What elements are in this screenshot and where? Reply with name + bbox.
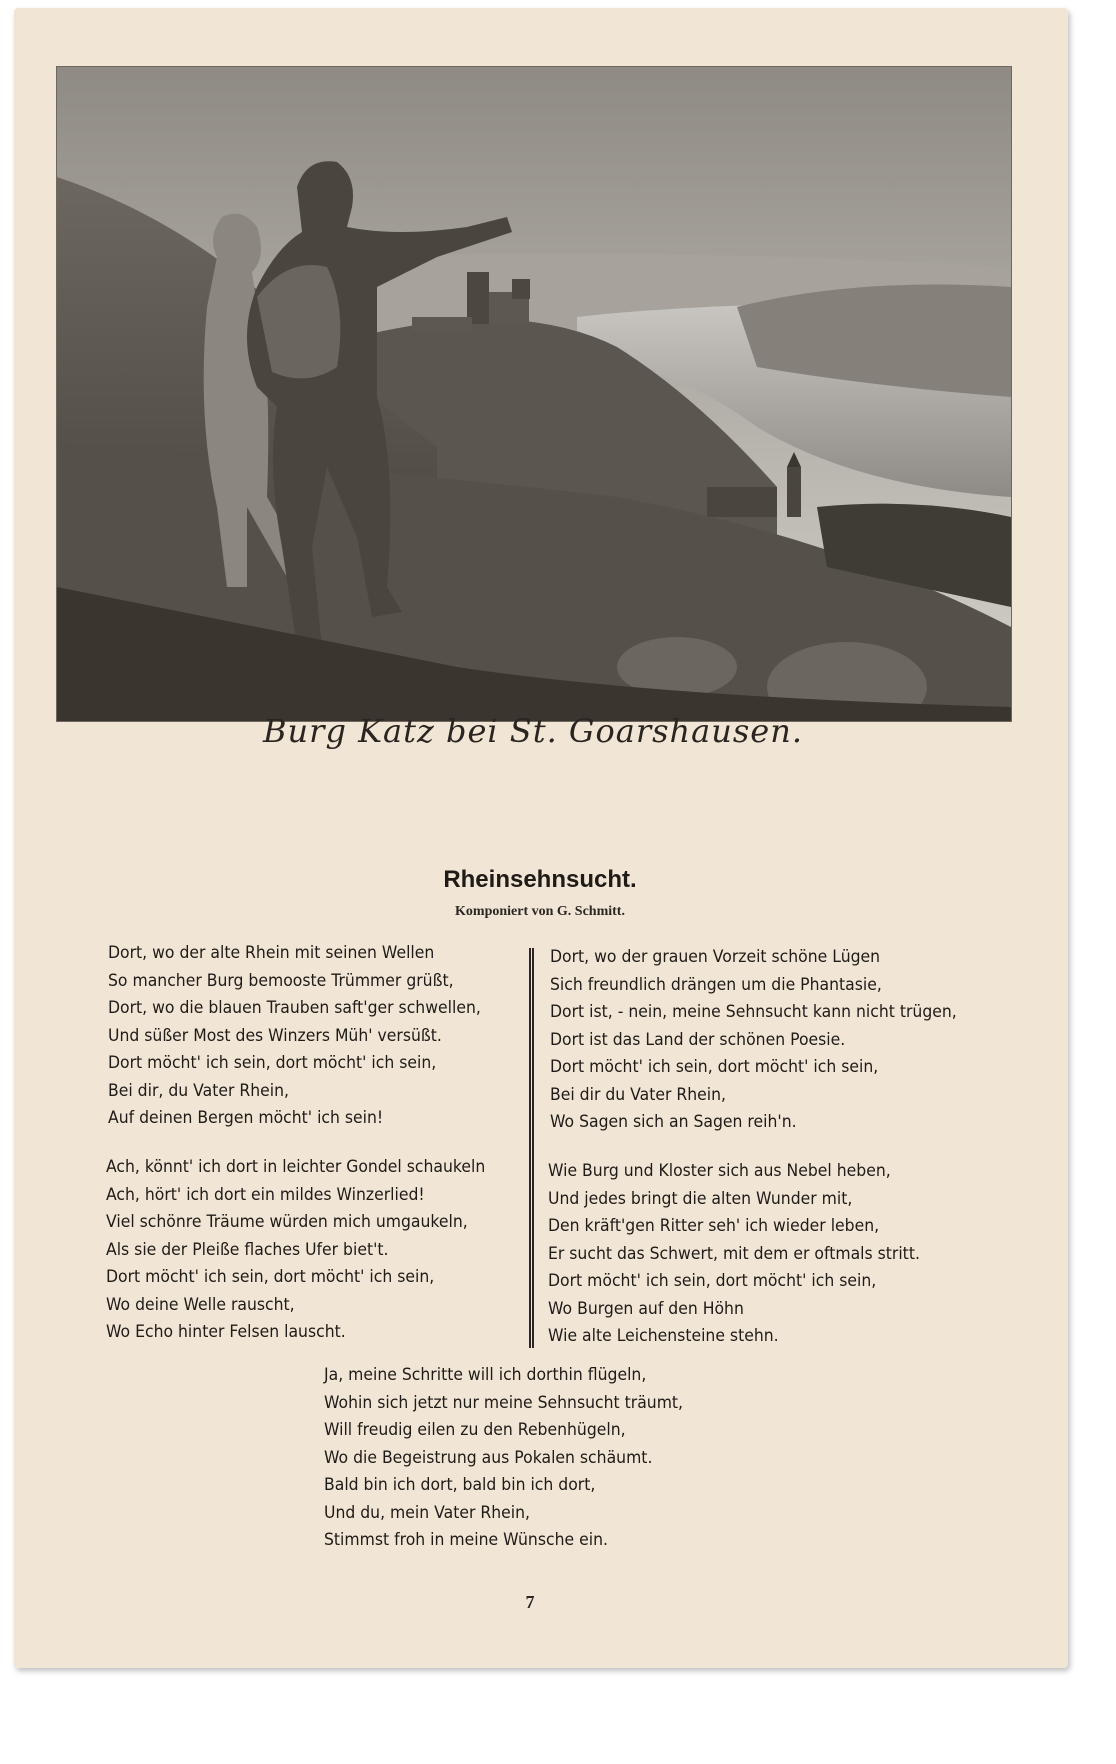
verse-line: Wo Echo hinter Felsen lauscht. [106, 1322, 346, 1342]
final-stanza [324, 1362, 714, 1555]
verse-line: Dort, wo der grauen Vorzeit schöne Lügen [550, 947, 881, 967]
verse-line: Und süßer Most des Winzers Müh' versüßt. [108, 1025, 442, 1046]
right-stanza-1 [550, 944, 992, 1137]
verse-line: Den kräft'gen Ritter seh' ich wieder leben, [548, 1216, 880, 1236]
left-stanza-2 [106, 1154, 518, 1347]
verse-line: Dort ist, - nein, meine Sehnsucht kann nicht trügen, [550, 1002, 957, 1022]
illustration-burg-katz [56, 66, 1012, 722]
verse-line: Wo die Begeistrung aus Pokalen schäumt. [324, 1447, 653, 1468]
verse-line: Und du, mein Vater Rhein, [324, 1502, 530, 1523]
verse-line: Er sucht das Schwert, mit dem er oftmals stritt. [548, 1243, 920, 1264]
verse-line: Als sie der Pleiße flaches Ufer biet't. [106, 1239, 389, 1260]
verse-line: Bei dir, du Vater Rhein, [108, 1080, 289, 1101]
verse-line: Dort möcht' ich sein, dort möcht' ich sein, [550, 1057, 879, 1077]
right-stanza-2 [548, 1158, 952, 1351]
verse-line: Ach, könnt' ich dort in leichter Gondel schaukeln [106, 1157, 486, 1177]
song-composer: Komponiert von G. Schmitt. [455, 904, 625, 919]
verse-line: Wo Burgen auf den Höhn [548, 1298, 744, 1319]
column-divider [529, 948, 534, 1348]
verse-line: Viel schönre Träume würden mich umgaukeln, [106, 1212, 468, 1232]
verse-line: Dort, wo der alte Rhein mit seinen Wellen [108, 943, 435, 963]
landscape-drawing [57, 67, 1011, 721]
verse-line: So mancher Burg bemooste Trümmer grüßt, [108, 970, 454, 991]
verse-line: Sich freundlich drängen um die Phantasie, [550, 974, 882, 995]
verse-line: Ja, meine Schritte will ich dorthin flügeln, [324, 1365, 647, 1385]
verse-line: Wo deine Welle rauscht, [106, 1294, 295, 1315]
verse-line: Wie alte Leichensteine stehn. [548, 1326, 779, 1346]
verse-line: Dort möcht' ich sein, dort möcht' ich sein, [106, 1267, 435, 1287]
verse-line: Stimmst froh in meine Wünsche ein. [324, 1530, 608, 1550]
page-number: 7 [525, 1592, 535, 1612]
left-stanza-1 [108, 940, 513, 1133]
verse-line: Dort möcht' ich sein, dort möcht' ich sein, [548, 1271, 877, 1291]
verse-line: Wohin sich jetzt nur meine Sehnsucht träumt, [324, 1392, 684, 1413]
verse-line: Bei dir du Vater Rhein, [550, 1084, 727, 1105]
verse-line: Will freudig eilen zu den Rebenhügeln, [324, 1420, 626, 1440]
verse-line: Ach, hört' ich dort ein mildes Winzerlied! [106, 1184, 425, 1205]
verse-line: Wie Burg und Kloster sich aus Nebel heben, [548, 1161, 891, 1181]
verse-line: Und jedes bringt die alten Wunder mit, [548, 1188, 853, 1209]
verse-line: Auf deinen Bergen möcht' ich sein! [108, 1108, 384, 1128]
verse-line: Dort ist das Land der schönen Poesie. [550, 1029, 846, 1050]
verse-line: Dort, wo die blauen Trauben saft'ger schwellen, [108, 998, 481, 1018]
verse-line: Wo Sagen sich an Sagen reih'n. [550, 1112, 797, 1132]
verse-line: Bald bin ich dort, bald bin ich dort, [324, 1475, 596, 1495]
song-title: Rheinsehnsucht. [443, 866, 637, 893]
illustration-caption: Burg Katz bei St. Goarshausen. [263, 712, 803, 750]
verse-line: Dort möcht' ich sein, dort möcht' ich sein, [108, 1053, 437, 1073]
